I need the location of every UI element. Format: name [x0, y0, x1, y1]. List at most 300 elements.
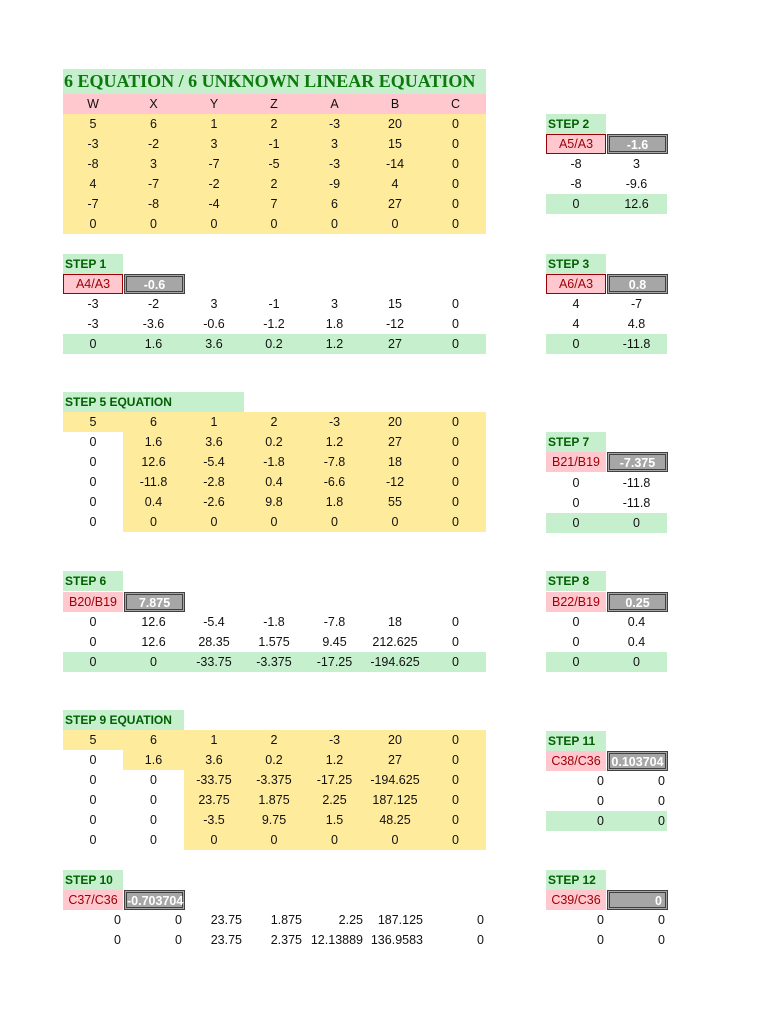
cell: -5: [244, 154, 304, 174]
cell: 1.575: [258, 635, 290, 649]
cell: -33.75: [184, 652, 244, 672]
cell: 1: [184, 730, 244, 750]
cell: 0: [304, 830, 365, 850]
table-row: [63, 750, 486, 770]
cell: 0: [572, 615, 580, 629]
cell: 4: [365, 174, 425, 194]
cell: 3.6: [184, 432, 244, 452]
table-row: [546, 771, 667, 791]
cell: 0: [89, 833, 97, 847]
cell: 0: [89, 515, 97, 529]
table-row: [63, 214, 486, 234]
cell: 0: [244, 830, 304, 850]
step5-matrix-table: [63, 412, 486, 532]
table-row: [63, 652, 486, 672]
cell: 0: [425, 472, 486, 492]
step7-ratio-value: -7.375: [607, 452, 668, 472]
cell: 27: [365, 750, 425, 770]
cell: -12: [365, 472, 425, 492]
cell: 15: [365, 134, 425, 154]
cell: 0: [425, 492, 486, 512]
table-row: [546, 154, 667, 174]
cell: 0: [63, 214, 123, 234]
cell: -17.25: [304, 652, 365, 672]
cell: 5: [63, 412, 123, 432]
cell: -7: [63, 194, 123, 214]
cell: 9.45: [322, 635, 347, 649]
cell: 0: [184, 512, 244, 532]
cell: -1.8: [263, 615, 285, 629]
step6-label: STEP 6: [63, 571, 123, 591]
header-w: W: [87, 97, 99, 111]
table-row: [63, 154, 486, 174]
cell: 0: [658, 933, 665, 947]
cell: 0: [89, 475, 97, 489]
cell: 27: [365, 194, 425, 214]
step9-label: STEP 9 EQUATION: [63, 710, 184, 730]
cell: 1.6: [123, 432, 184, 452]
cell: 0: [425, 810, 486, 830]
step3-ratio-label: A6/A3: [546, 274, 606, 294]
table-row: [546, 294, 667, 314]
cell: -3: [304, 730, 365, 750]
cell: 0: [477, 913, 484, 927]
cell: 0: [63, 652, 123, 672]
cell: 2: [244, 114, 304, 134]
cell: 0: [452, 635, 459, 649]
cell: 0: [150, 813, 157, 827]
cell: 1.2: [304, 432, 365, 452]
table-row: [63, 314, 486, 334]
cell: 187.125: [377, 913, 423, 927]
step1-label: STEP 1: [63, 254, 123, 274]
header-b: B: [390, 97, 400, 111]
cell: 0: [597, 933, 604, 947]
cell: 3: [184, 134, 244, 154]
cell: 0: [114, 913, 121, 927]
table-row: [63, 730, 486, 750]
cell: -7: [123, 174, 184, 194]
cell: 0: [184, 830, 244, 850]
cell: 0: [89, 455, 97, 469]
cell: 187.125: [365, 790, 425, 810]
cell: 0: [365, 830, 425, 850]
cell: 1.6: [123, 750, 184, 770]
column-header-row: [63, 94, 486, 114]
cell: -9: [304, 174, 365, 194]
table-row: [546, 174, 667, 194]
cell: 0: [477, 933, 484, 947]
step3-label: STEP 3: [546, 254, 606, 274]
cell: -3: [304, 114, 365, 134]
step2-label: STEP 2: [546, 114, 606, 134]
cell: 0: [425, 432, 486, 452]
cell: -5.4: [203, 615, 225, 629]
cell: 0: [425, 214, 486, 234]
cell: 0: [89, 435, 97, 449]
cell: 136.9583: [370, 933, 423, 947]
cell: 6: [304, 194, 365, 214]
step12-label: STEP 12: [546, 870, 606, 890]
cell: 0: [425, 174, 486, 194]
cell: 4.8: [627, 317, 646, 331]
cell: 0: [150, 793, 157, 807]
cell: 0.4: [244, 472, 304, 492]
cell: -2.8: [184, 472, 244, 492]
cell: 15: [388, 297, 402, 311]
table-row: [546, 632, 667, 652]
cell: -2: [123, 134, 184, 154]
header-c: C: [450, 97, 461, 111]
cell: 0: [425, 452, 486, 472]
cell: 55: [365, 492, 425, 512]
step3-rows-table: [546, 294, 667, 354]
cell: 0: [572, 496, 580, 510]
step1-ratio-label: A4/A3: [63, 274, 123, 294]
cell: -1.8: [244, 452, 304, 472]
cell: 0: [425, 334, 486, 354]
cell: 0: [244, 512, 304, 532]
table-row: [63, 632, 486, 652]
step6-ratio-value: 7.875: [124, 592, 185, 612]
cell: 0: [425, 412, 486, 432]
cell: -0.6: [203, 317, 225, 331]
table-row: [546, 513, 667, 533]
cell: -3.6: [142, 317, 165, 331]
cell: 1.875: [270, 913, 302, 927]
cell: 48.25: [365, 810, 425, 830]
cell: 20: [365, 114, 425, 134]
header-a: A: [330, 97, 339, 111]
table-row: [546, 791, 667, 811]
cell: -8: [63, 154, 123, 174]
step2-rows-table: [546, 154, 667, 214]
cell: -1: [244, 134, 304, 154]
cell: 20: [365, 730, 425, 750]
cell: 3: [210, 297, 218, 311]
cell: -3: [63, 134, 123, 154]
cell: -12: [385, 317, 405, 331]
cell: -3: [87, 317, 99, 331]
cell: 1.2: [304, 334, 365, 354]
cell: 12.6: [123, 452, 184, 472]
cell: -3.375: [244, 652, 304, 672]
cell: 0: [425, 114, 486, 134]
cell: -2.6: [184, 492, 244, 512]
cell: 0: [546, 811, 606, 831]
cell: 0: [658, 794, 665, 808]
cell: 0: [425, 750, 486, 770]
cell: 4: [572, 297, 580, 311]
cell: -5.4: [184, 452, 244, 472]
cell: 0: [123, 652, 184, 672]
cell: 0: [89, 615, 97, 629]
cell: 12.6: [606, 194, 667, 214]
cell: 0: [658, 774, 665, 788]
cell: 0: [175, 913, 182, 927]
cell: 1.8: [304, 492, 365, 512]
table-row: [546, 473, 667, 493]
table-row: [63, 472, 486, 492]
cell: 0: [89, 753, 97, 767]
cell: 0: [244, 214, 304, 234]
cell: 0: [114, 933, 121, 947]
cell: 5: [63, 730, 123, 750]
cell: 2: [244, 174, 304, 194]
cell: 0: [425, 154, 486, 174]
table-row: [63, 612, 486, 632]
cell: -3.375: [244, 770, 304, 790]
cell: -7.8: [304, 452, 365, 472]
cell: -14: [365, 154, 425, 174]
step2-ratio-value: -1.6: [607, 134, 668, 154]
table-row: [63, 930, 486, 950]
cell: -194.625: [365, 652, 425, 672]
cell: 1.875: [244, 790, 304, 810]
cell: -4: [184, 194, 244, 214]
step10-ratio-label: C37/C36: [63, 890, 123, 910]
cell: 18: [388, 615, 402, 629]
step10-ratio-value: -0.703704: [124, 890, 185, 910]
table-row: [63, 790, 486, 810]
cell: 4: [63, 174, 123, 194]
cell: -3.5: [184, 810, 244, 830]
step11-label: STEP 11: [546, 731, 606, 751]
step5-label: STEP 5 EQUATION: [63, 392, 244, 412]
cell: 12.6: [141, 615, 166, 629]
table-row: [63, 412, 486, 432]
cell: -11.8: [622, 476, 651, 490]
cell: 0: [606, 513, 667, 533]
cell: 2: [244, 412, 304, 432]
cell: 23.75: [184, 790, 244, 810]
cell: 0: [425, 770, 486, 790]
cell: 0: [597, 774, 604, 788]
header-x: X: [149, 97, 158, 111]
cell: 20: [365, 412, 425, 432]
cell: -8: [570, 157, 582, 171]
step8-label: STEP 8: [546, 571, 606, 591]
cell: 0: [597, 913, 604, 927]
cell: 0: [89, 793, 97, 807]
cell: 0: [546, 334, 606, 354]
step11-ratio-value: 0.103704: [607, 751, 668, 771]
cell: 12.6: [141, 635, 166, 649]
step2-ratio-label: A5/A3: [546, 134, 606, 154]
cell: 6: [123, 114, 184, 134]
cell: 0: [546, 194, 606, 214]
cell: 0: [425, 512, 486, 532]
cell: 0.2: [244, 750, 304, 770]
step3-ratio-value: 0.8: [607, 274, 668, 294]
table-row: [546, 930, 667, 950]
cell: -7.8: [323, 615, 346, 629]
table-row: [63, 114, 486, 134]
cell: 2: [244, 730, 304, 750]
cell: 0: [63, 334, 123, 354]
cell: 12.13889: [310, 933, 363, 947]
step8-rows-table: [546, 612, 667, 672]
cell: 6: [123, 412, 184, 432]
step7-label: STEP 7: [546, 432, 606, 452]
cell: 0: [365, 512, 425, 532]
cell: 0: [452, 297, 459, 311]
cell: 3: [331, 297, 338, 311]
table-row: [546, 811, 667, 831]
cell: -3: [304, 154, 365, 174]
cell: 0: [123, 512, 184, 532]
cell: -33.75: [184, 770, 244, 790]
cell: 0: [425, 790, 486, 810]
cell: 3: [304, 134, 365, 154]
cell: 4: [572, 317, 580, 331]
cell: 0: [425, 652, 486, 672]
cell: 1: [184, 412, 244, 432]
cell: 0.2: [244, 432, 304, 452]
cell: -1: [268, 297, 280, 311]
cell: 28.35: [198, 635, 230, 649]
sheet-title: 6 EQUATION / 6 UNKNOWN LINEAR EQUATION: [63, 69, 486, 94]
cell: -194.625: [365, 770, 425, 790]
cell: 0: [304, 214, 365, 234]
cell: 0: [150, 833, 157, 847]
cell: 0: [597, 794, 604, 808]
cell: 2.375: [270, 933, 302, 947]
cell: 9.8: [244, 492, 304, 512]
cell: -2: [147, 297, 160, 311]
cell: 9.75: [244, 810, 304, 830]
cell: 23.75: [210, 933, 242, 947]
table-row: [546, 612, 667, 632]
cell: 0: [572, 476, 580, 490]
header-z: Z: [270, 97, 278, 111]
cell: 23.75: [210, 913, 242, 927]
cell: 1.5: [304, 810, 365, 830]
cell: 1.8: [325, 317, 344, 331]
table-row: [63, 770, 486, 790]
table-row: [63, 174, 486, 194]
table-row: [63, 830, 486, 850]
table-row: [546, 652, 667, 672]
cell: 0: [452, 615, 459, 629]
cell: 0: [365, 214, 425, 234]
cell: -11.8: [606, 334, 667, 354]
step12-ratio-value: 0: [607, 890, 668, 910]
cell: 0: [89, 635, 97, 649]
step6-ratio-label: B20/B19: [63, 592, 123, 612]
cell: 0.2: [244, 334, 304, 354]
step8-ratio-value: 0.25: [607, 592, 668, 612]
cell: 0.4: [627, 635, 646, 649]
table-row: [63, 294, 486, 314]
cell: -8: [123, 194, 184, 214]
table-row: [63, 194, 486, 214]
cell: 0: [658, 913, 665, 927]
step1-ratio-value: -0.6: [124, 274, 185, 294]
cell: 0: [89, 495, 97, 509]
cell: 0: [452, 317, 459, 331]
step10-label: STEP 10: [63, 870, 123, 890]
header-y: Y: [209, 97, 219, 111]
cell: 2.25: [338, 913, 363, 927]
cell: 0.4: [627, 615, 646, 629]
table-row: [63, 810, 486, 830]
cell: -3: [304, 412, 365, 432]
table-row: [63, 334, 486, 354]
cell: -8: [570, 177, 582, 191]
cell: 3.6: [184, 334, 244, 354]
step7-ratio-label: B21/B19: [546, 452, 606, 472]
table-row: [546, 910, 667, 930]
table-row: [63, 432, 486, 452]
table-row: [63, 492, 486, 512]
cell: 0: [184, 214, 244, 234]
cell: 2.25: [304, 790, 365, 810]
cell: -11.8: [622, 496, 651, 510]
cell: 18: [365, 452, 425, 472]
cell: 27: [365, 334, 425, 354]
table-row: [63, 134, 486, 154]
cell: 1.6: [123, 334, 184, 354]
table-row: [546, 194, 667, 214]
cell: 0: [304, 512, 365, 532]
cell: 6: [123, 730, 184, 750]
cell: 0: [425, 134, 486, 154]
table-row: [63, 512, 486, 532]
table-row: [63, 452, 486, 472]
cell: 0: [150, 773, 157, 787]
cell: 0: [123, 214, 184, 234]
cell: -7: [184, 154, 244, 174]
step8-ratio-label: B22/B19: [546, 592, 606, 612]
cell: 0: [89, 773, 97, 787]
step12-rows-table: [546, 910, 667, 950]
cell: 0: [546, 652, 606, 672]
cell: 0: [425, 194, 486, 214]
step11-ratio-label: C38/C36: [546, 751, 606, 771]
cell: 0: [546, 513, 606, 533]
cell: 0: [425, 830, 486, 850]
cell: 0: [572, 635, 580, 649]
cell: -2: [184, 174, 244, 194]
cell: 3: [123, 154, 184, 174]
cell: 0.4: [123, 492, 184, 512]
cell: 1.2: [304, 750, 365, 770]
cell: 212.625: [372, 635, 418, 649]
cell: 0: [89, 813, 97, 827]
step11-rows-table: [546, 771, 667, 831]
cell: -6.6: [304, 472, 365, 492]
cell: -11.8: [123, 472, 184, 492]
cell: 3.6: [184, 750, 244, 770]
cell: -7: [630, 297, 643, 311]
cell: 3: [633, 157, 640, 171]
cell: 27: [365, 432, 425, 452]
cell: 0: [425, 730, 486, 750]
cell: -9.6: [625, 177, 648, 191]
step6-rows-table: [63, 612, 486, 672]
step9-matrix-table: [63, 730, 486, 850]
cell: -1.2: [263, 317, 285, 331]
cell: 0: [175, 933, 182, 947]
step1-rows-table: [63, 294, 486, 354]
table-row: [546, 314, 667, 334]
main-matrix-table: [63, 114, 486, 234]
step12-ratio-label: C39/C36: [546, 890, 606, 910]
step7-rows-table: [546, 473, 667, 533]
table-row: [63, 910, 486, 930]
cell: 1: [184, 114, 244, 134]
